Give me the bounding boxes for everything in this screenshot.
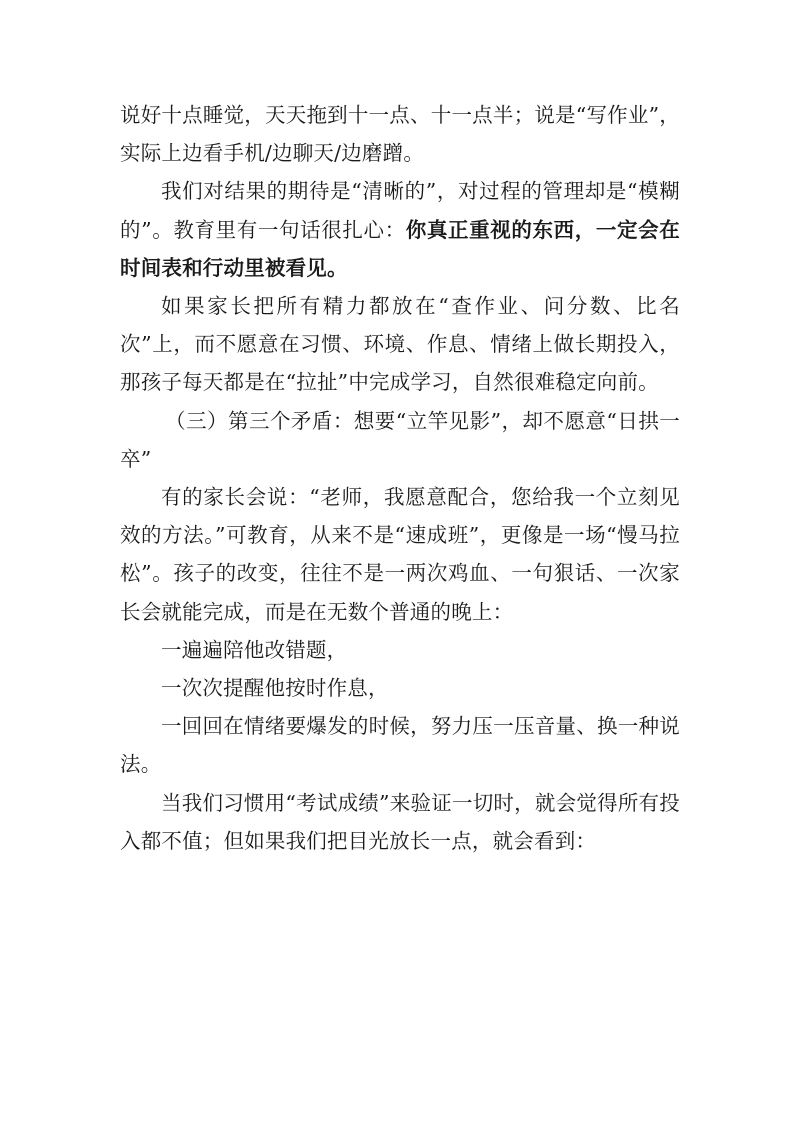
paragraph-4-text: 有的家长会说：“老师，我愿意配合，您给我一个立刻见效的方法。”可教育，从来不是“速成班”，更像是一场“慢马拉松”。孩子的改变，往往不是一两次鸡血、一句狠话、一次家长会就能完成，而是在无数个普通的晚上：: [120, 485, 680, 624]
paragraph-5: [120, 631, 680, 669]
paragraph-6: [120, 669, 680, 707]
paragraph-3: [120, 287, 680, 402]
paragraph-1-text: 说好十点睡觉，天天拖到十一点、十一点半；说是“写作业”，实际上边看手机/边聊天/边磨蹭。: [120, 103, 680, 166]
paragraph-8-text: 当我们习惯用“考试成绩”来验证一切时，就会觉得所有投入都不值；但如果我们把目光放长一点，就会看到：: [120, 790, 680, 853]
paragraph-6-text: 一次次提醒他按时作息，: [161, 676, 389, 701]
paragraph-1: [120, 96, 680, 172]
paragraph-7: [120, 707, 680, 783]
paragraph-5-text: 一遍遍陪他改错题，: [161, 637, 348, 662]
paragraph-2-text: 我们对结果的期待是“清晰的”，对过程的管理却是“模糊的”。教育里有一句话很扎心：: [120, 179, 680, 242]
paragraph-2-bold-text: 你真正重视的东西，一定会在时间表和行动里被看见。: [120, 217, 680, 280]
paragraph-7-text: 一回回在情绪要爆发的时候，努力压一压音量、换一种说法。: [120, 714, 680, 777]
section-heading-3-text: （三）第三个矛盾：想要“立竿见影”，却不愿意“日拱一卒”: [120, 408, 680, 471]
section-heading-3: [120, 402, 680, 478]
paragraph-4: [120, 478, 680, 631]
document-body: [120, 96, 680, 860]
paragraph-8: [120, 784, 680, 860]
paragraph-3-text: 如果家长把所有精力都放在“查作业、问分数、比名次”上，而不愿意在习惯、环境、作息、情绪上做长期投入，那孩子每天都是在“拉扯”中完成学习，自然很难稳定向前。: [120, 294, 680, 395]
paragraph-2: [120, 172, 680, 287]
